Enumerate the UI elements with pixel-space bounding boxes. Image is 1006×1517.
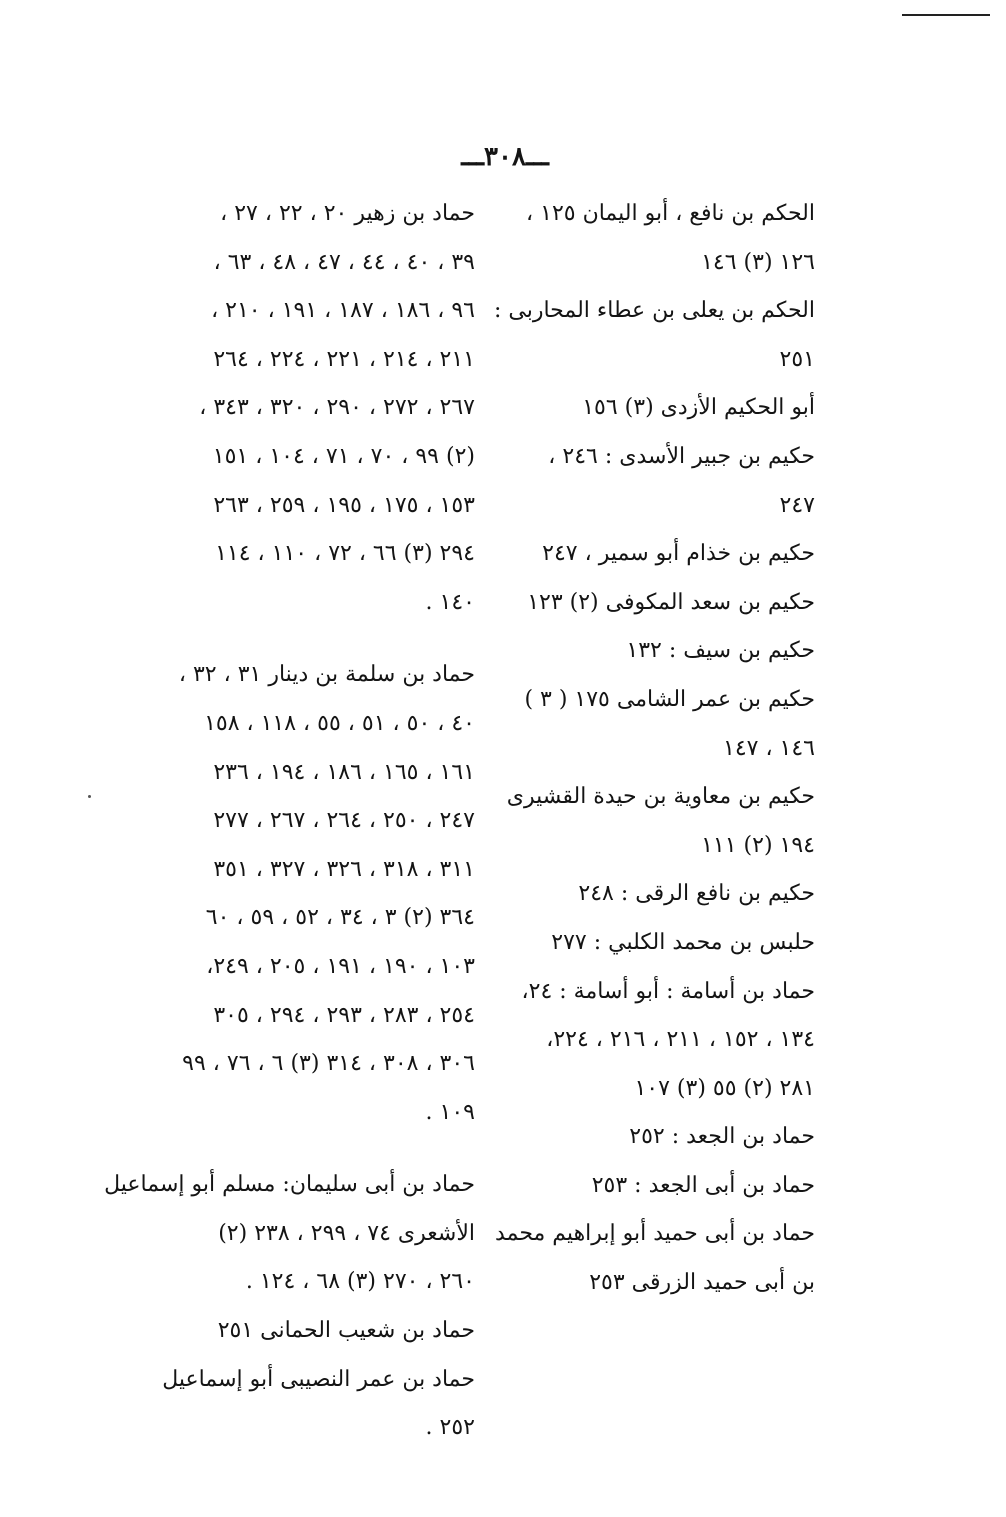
- scan-speck: [88, 795, 91, 798]
- index-line: حماد بن أبى الجعد : ٢٥٣: [591, 1172, 815, 1198]
- index-line: ٩٦ ، ١٨٦ ، ١٨٧ ، ١٩١ ، ٢١٠ ،: [211, 298, 475, 324]
- index-line: حماد بن شعيب الحمانى ٢٥١: [217, 1318, 475, 1344]
- index-line: حكيم بن عمر الشامى ١٧٥ ( ٣ ): [524, 686, 815, 712]
- entry-gap: [150, 1137, 475, 1161]
- index-line: ٢٥٢ .: [425, 1415, 475, 1441]
- index-line: حكيم بن معاوية بن حيدة القشيرى: [506, 784, 815, 810]
- index-line: ١٣٤ ، ١٥٢ ، ٢١١ ، ٢١٦ ، ٢٢٤،: [546, 1027, 815, 1053]
- index-line: ٢٦٠ ، ٢٧٠ (٣) ٦٨ ، ١٢٤ .: [245, 1269, 475, 1295]
- index-line: ٢٨١ (٢) ٥٥ (٣) ١٠٧: [634, 1075, 815, 1101]
- top-rule: [902, 14, 990, 16]
- index-line: حماد بن عمر النصيبى أبو إسماعيل: [162, 1366, 475, 1392]
- page-number: ـــ٣٠٨ـــ: [461, 142, 549, 172]
- entry-gap: [150, 627, 475, 651]
- index-line: حكيم بن سيف : ١٣٢: [626, 638, 815, 664]
- index-line: حماد بن أبى حميد أبو إبراهيم محمد: [495, 1221, 815, 1247]
- index-line: ١٤٦ ، ١٤٧: [723, 735, 815, 761]
- index-line: ١٦١ ، ١٦٥ ، ١٨٦ ، ١٩٤ ، ٢٣٦: [213, 759, 475, 785]
- index-line: ٣١١ ، ٣١٨ ، ٣٢٦ ، ٣٢٧ ، ٣٥١: [213, 856, 475, 882]
- index-line: حماد بن أسامة : أبو أسامة : ٢٤،: [521, 978, 815, 1004]
- index-line: حكيم بن سعد المكوفى (٢) ١٢٣: [527, 589, 815, 615]
- index-line: ١٢٦ (٣) ١٤٦: [701, 249, 815, 275]
- index-line: ٣٩ ، ٤٠ ، ٤٤ ، ٤٧ ، ٤٨ ، ٦٣ ،: [213, 249, 475, 275]
- index-line: الأشعرى ٧٤ ، ٢٩٩ ، ٢٣٨ (٢): [218, 1220, 475, 1246]
- left-column: [104, 190, 475, 1453]
- index-line: ٢٩٤ (٣) ٦٦ ، ٧٢ ، ١١٠ ، ١١٤: [215, 541, 475, 567]
- index-line: حماد بن سلمة بن دينار ٣١ ، ٣٢ ،: [178, 662, 475, 688]
- index-line: ١٤٠ .: [425, 589, 475, 615]
- index-line: ١٥٣ ، ١٧٥ ، ١٩٥ ، ٢٥٩ ، ٢٦٣: [213, 492, 475, 518]
- index-line: ٢٤٧: [779, 492, 815, 518]
- index-line: بن أبى حميد الزرقى ٢٥٣: [589, 1270, 815, 1296]
- index-line: حلبس بن محمد الكلبي : ٢٧٧: [551, 929, 815, 955]
- index-line: ١٠٣ ، ١٩٠ ، ١٩١ ، ٢٠٥ ، ٢٤٩،: [206, 953, 475, 979]
- index-line: الحكم بن نافع ، أبو اليمان ١٢٥ ،: [526, 201, 815, 226]
- index-line: حماد بن الجعد : ٢٥٢: [629, 1124, 815, 1150]
- index-line: حكيم بن نافع الرقى : ٢٤٨: [578, 881, 815, 907]
- index-line: حكيم بن جبير الأسدى : ٢٤٦ ،: [548, 443, 815, 469]
- index-line: ٢١١ ، ٢١٤ ، ٢٢١ ، ٢٢٤ ، ٢٦٤: [213, 346, 475, 372]
- index-line: ١٠٩ .: [425, 1099, 475, 1125]
- index-line: ٢٦٧ ، ٢٧٢ ، ٢٩٠ ، ٣٢٠ ، ٣٤٣ ،: [199, 395, 475, 421]
- index-line: الحكم بن يعلى بن عطاء المحاربى :: [493, 298, 815, 324]
- index-line: حماد بن أبى سليمان: مسلم أبو إسماعيل: [104, 1172, 475, 1198]
- index-line: حكيم بن خذام أبو سمير ، ٢٤٧: [542, 541, 815, 567]
- index-line: ١٩٤ (٢) ١١١: [701, 832, 815, 858]
- index-line: ٣٦٤ (٢) ٣ ، ٣٤ ، ٥٢ ، ٥٩ ، ٦٠: [205, 905, 475, 931]
- index-line: أبو الحكيم الأزدى (٣) ١٥٦: [582, 395, 815, 421]
- index-line: ٤٠ ، ٥٠ ، ٥١ ، ٥٥ ، ١١٨ ، ١٥٨: [204, 710, 475, 736]
- index-line: ٢٤٧ ، ٢٥٠ ، ٢٦٤ ، ٢٦٧ ، ٢٧٧: [213, 808, 475, 834]
- index-line: ٣٠٦ ، ٣٠٨ ، ٣١٤ (٣) ٦ ، ٧٦ ، ٩٩: [182, 1051, 475, 1077]
- index-line: ٢٥١: [779, 346, 815, 372]
- index-line: (٢) ٩٩ ، ٧٠ ، ٧١ ، ١٠٤ ، ١٥١: [212, 443, 475, 469]
- index-line: ٢٥٤ ، ٢٨٣ ، ٢٩٣ ، ٢٩٤ ، ٣٠٥: [213, 1002, 475, 1028]
- right-column: [493, 190, 815, 1308]
- index-line: حماد بن زهير ٢٠ ، ٢٢ ، ٢٧ ،: [220, 201, 475, 226]
